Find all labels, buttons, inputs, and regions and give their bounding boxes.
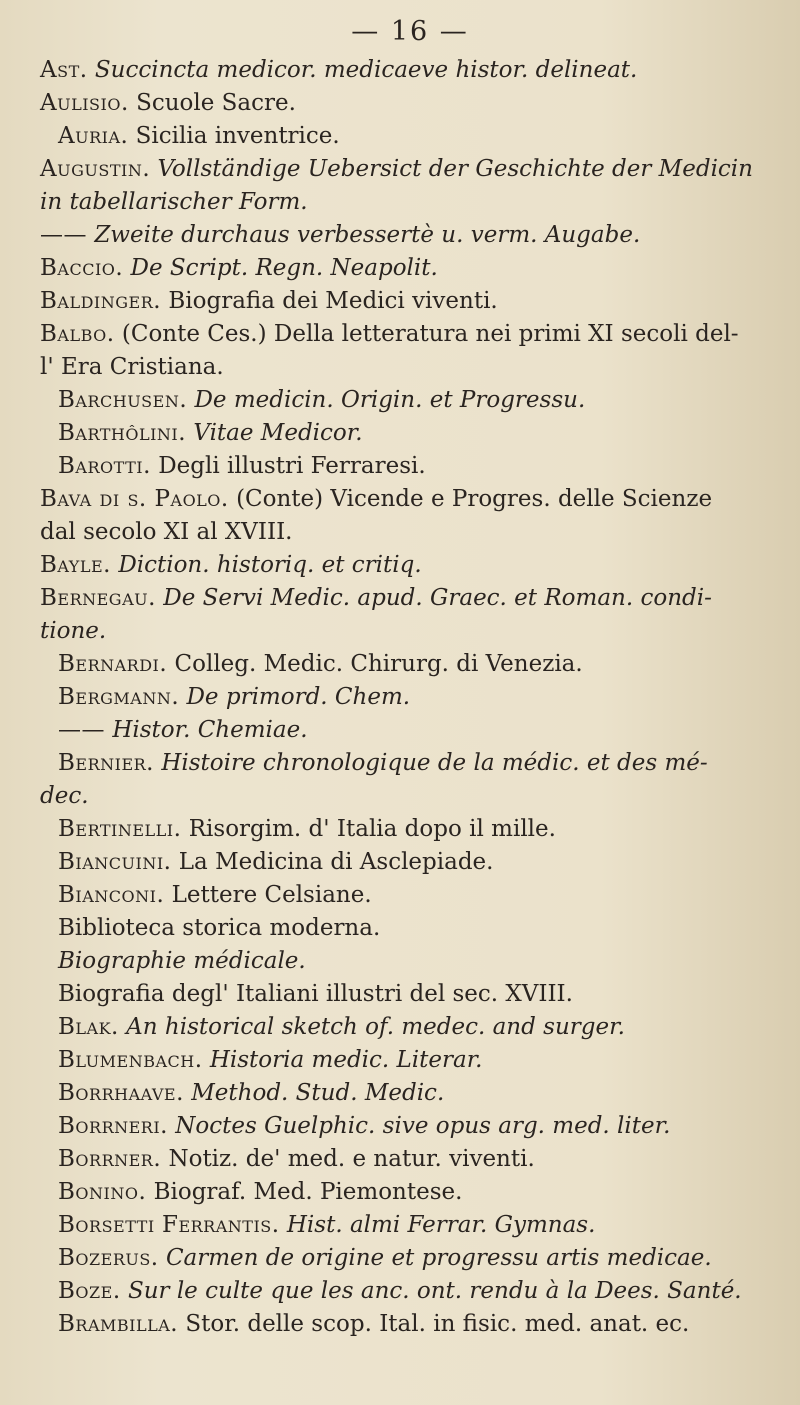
- entry-author: Barthôlini.: [58, 420, 187, 446]
- bibliography-entry: [40, 120, 780, 153]
- entry-title-upright: Ferrantis.: [161, 1212, 280, 1238]
- entry-author: Baccio.: [40, 255, 124, 281]
- entry-author: Baldinger.: [40, 288, 162, 314]
- bibliography-entry: [40, 1044, 780, 1077]
- entry-title: (Conte Ces.) Della letteratura nei primi XI secoli del-: [121, 321, 739, 347]
- bibliography-entry: [40, 1275, 780, 1308]
- bibliography-entry: [40, 582, 780, 615]
- entry-title: Lettere Celsiane.: [171, 882, 372, 908]
- bibliography-entry: [40, 1242, 780, 1275]
- entry-author: Bianconi.: [58, 882, 165, 908]
- page-number: — 16 —: [351, 16, 469, 47]
- entry-title: Histor. Chemiae.: [112, 717, 308, 743]
- entry-title: Biographie médicale.: [58, 948, 306, 974]
- entry-title: Stor. delle scop. Ital. in fisic. med. anat. ec.: [185, 1311, 690, 1337]
- bibliography-entry: [40, 714, 780, 747]
- entry-continuation: dal secolo XI al XVIII.: [40, 519, 293, 545]
- entry-author: Bertinelli.: [58, 816, 182, 842]
- entry-title: Vollständige Uebersict der Geschichte der Medicin: [157, 156, 753, 182]
- bibliography-entry: [40, 252, 780, 285]
- bibliography-entry: [40, 219, 780, 252]
- entry-title: De Script. Regn. Neapolit.: [130, 255, 438, 281]
- entry-title: Sicilia inventrice.: [135, 123, 340, 149]
- entry-title: Biografia dei Medici viventi.: [168, 288, 498, 314]
- entry-title: Carmen de origine et progressu artis medicae.: [165, 1245, 712, 1271]
- bibliography-entry: [40, 483, 780, 516]
- bibliography-entry: [40, 1110, 780, 1143]
- entry-title: Noctes Guelphic. sive opus arg. med. liter.: [175, 1113, 671, 1139]
- entry-author: Borsetti: [58, 1212, 155, 1238]
- entry-title: Vitae Medicor.: [193, 420, 363, 446]
- bibliography-entry: [40, 813, 780, 846]
- bibliography-entry: [40, 384, 780, 417]
- entry-title: An historical sketch of. medec. and surger.: [126, 1014, 625, 1040]
- bibliography-entry: [40, 846, 780, 879]
- entry-title: Colleg. Medic. Chirurg. di Venezia.: [174, 651, 583, 677]
- entry-author: Bergmann.: [58, 684, 180, 710]
- bibliography-entry: [40, 450, 780, 483]
- entry-author: Blak.: [58, 1014, 119, 1040]
- entry-author: Ast.: [40, 57, 88, 83]
- entry-title: La Medicina di Asclepiade.: [178, 849, 494, 875]
- bibliography-entry: [40, 945, 780, 978]
- entry-title: De primord. Chem.: [186, 684, 411, 710]
- entry-continuation: tione.: [40, 618, 107, 644]
- entry-author: Aulisio.: [40, 90, 129, 116]
- entry-title: Biograf. Med. Piemontese.: [153, 1179, 463, 1205]
- entry-title: Degli illustri Ferraresi.: [158, 453, 426, 479]
- bibliography-entry: [40, 978, 780, 1011]
- entry-author: Blumenbach.: [58, 1047, 203, 1073]
- entry-author: Bava di s. Paolo.: [40, 486, 229, 512]
- bibliography-entry: [40, 153, 780, 186]
- entry-author: Boze.: [58, 1278, 121, 1304]
- entry-author: Bozerus.: [58, 1245, 159, 1271]
- bibliography-entry: [40, 1143, 780, 1176]
- entry-title: Sur le culte que les anc. ont. rendu à la Dees. Santé.: [127, 1278, 742, 1304]
- entry-title: (Conte) Vicende e Progres. delle Scienze: [236, 486, 713, 512]
- entry-title: De Servi Medic. apud. Graec. et Roman. condi-: [163, 585, 712, 611]
- entry-author: Bernardi.: [58, 651, 168, 677]
- bibliography-entry: [40, 549, 780, 582]
- entry-author: Auria.: [58, 123, 129, 149]
- entry-title: Historia medic. Literar.: [209, 1047, 483, 1073]
- entry-title: De medicin. Origin. et Progressu.: [194, 387, 586, 413]
- entry-title: Hist. almi Ferrar. Gymnas.: [286, 1212, 596, 1238]
- bibliography-entry: [40, 681, 780, 714]
- entry-title: Scuole Sacre.: [136, 90, 296, 116]
- bibliography-entry: [40, 87, 780, 120]
- bibliography-entry: [40, 912, 780, 945]
- entry-author: Barchusen.: [58, 387, 188, 413]
- entry-author: Borrhaave.: [58, 1080, 184, 1106]
- entry-title: Risorgim. d' Italia dopo il mille.: [188, 816, 556, 842]
- bibliography-entry: [40, 54, 780, 87]
- bibliography-entry: [40, 1011, 780, 1044]
- bibliography-entry: [40, 1176, 780, 1209]
- entry-author: Bonino.: [58, 1179, 147, 1205]
- entry-title: Diction. historiq. et critiq.: [118, 552, 422, 578]
- entry-author: Borrner.: [58, 1146, 162, 1172]
- entry-continuation: l' Era Cristiana.: [40, 354, 224, 380]
- entry-title: Biblioteca storica moderna.: [58, 915, 381, 941]
- bibliography-entry: [40, 318, 780, 351]
- entry-author: Biancuini.: [58, 849, 172, 875]
- bibliography-entry: [40, 417, 780, 450]
- entry-title: Zweite durchaus verbessertè u. verm. Augabe.: [94, 222, 641, 248]
- bibliography-entry: [40, 1308, 780, 1341]
- entry-continuation: dec.: [40, 783, 89, 809]
- bibliography-entry: [40, 1209, 780, 1242]
- entry-title: Method. Stud. Medic.: [191, 1080, 445, 1106]
- entry-continuation: in tabellarischer Form.: [40, 189, 308, 215]
- entry-author: Balbo.: [40, 321, 115, 347]
- entry-title: Biografia degl' Italiani illustri del sec. XVIII.: [58, 981, 573, 1007]
- entry-author: ——: [40, 222, 87, 248]
- entry-title: Histoire chronologique de la médic. et des mé-: [161, 750, 708, 776]
- entry-author: Bayle.: [40, 552, 111, 578]
- entry-author: Bernier.: [58, 750, 154, 776]
- entry-author: Bernegau.: [40, 585, 156, 611]
- entry-author: Augustin.: [40, 156, 151, 182]
- entry-author: Barotti.: [58, 453, 151, 479]
- entry-title: Succincta medicor. medicaeve histor. delineat.: [94, 57, 638, 83]
- bibliography-entry: [40, 285, 780, 318]
- bibliography-entry: [40, 1077, 780, 1110]
- bibliography-entry: [40, 648, 780, 681]
- entry-author: Borrneri.: [58, 1113, 168, 1139]
- bibliography-entry: [40, 747, 780, 780]
- entry-author: ——: [58, 717, 105, 743]
- entry-title: Notiz. de' med. e natur. viventi.: [168, 1146, 535, 1172]
- entry-author: Brambilla.: [58, 1311, 179, 1337]
- bibliography-entry: [40, 879, 780, 912]
